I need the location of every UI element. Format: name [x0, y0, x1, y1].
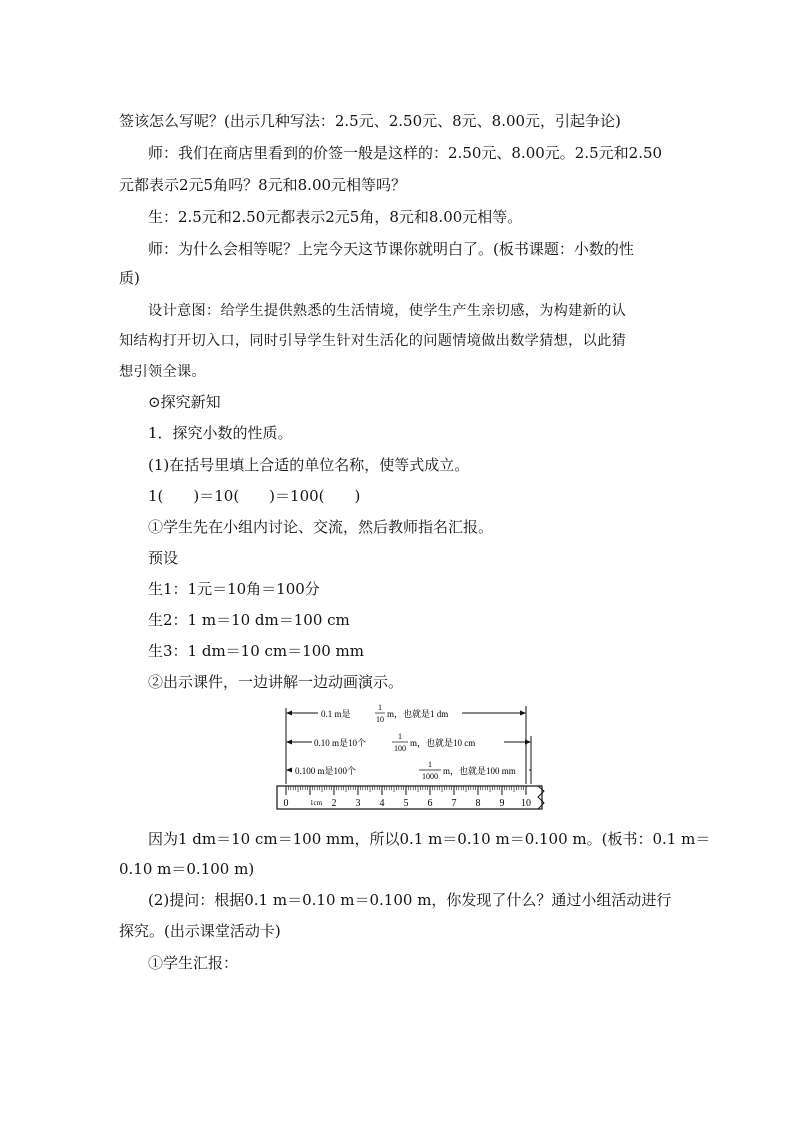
paragraph-line: 师：为什么会相等呢？上完今天这节课你就明白了。(板书课题：小数的性 [148, 240, 634, 258]
row2-numerator: 1 [398, 732, 402, 741]
ruler-label-8: 8 [475, 798, 481, 809]
ruler-label-0: 0 [283, 798, 289, 809]
ruler-label-2: 2 [331, 798, 337, 809]
ruler-label-1: 1cm [309, 799, 323, 807]
row3-numerator: 1 [428, 760, 432, 769]
paragraph-line: ①学生先在小组内讨论、交流，然后教师指名汇报。 [148, 518, 494, 536]
row1-denominator: 10 [376, 715, 384, 724]
paragraph-line: 签该怎么写呢？(出示几种写法：2.5元、2.50元、8元、8.00元，引起争论) [119, 112, 621, 130]
paragraph-line: 1．探究小数的性质。 [148, 424, 293, 442]
ruler-label-10: 10 [521, 798, 531, 809]
design-intent-line: 想引领全课。 [119, 364, 206, 380]
paragraph-line: ②出示课件，一边讲解一边动画演示。 [148, 673, 404, 691]
ruler-label-9: 9 [499, 798, 505, 809]
ruler-label-3: 3 [355, 798, 361, 809]
paragraph-line: 预设 [148, 549, 179, 567]
section-heading: ⊙探究新知 [148, 393, 221, 411]
row3-denominator: 1000 [422, 772, 438, 781]
row2-post: m，也就是10 cm [410, 738, 476, 748]
paragraph-line: 师：我们在商店里看到的价签一般是这样的：2.50元、8.00元。2.5元和2.50 [148, 144, 663, 162]
row3-pre: 0.100 m是100个 [295, 766, 357, 776]
paragraph-line: 生：2.5元和2.50元都表示2元5角，8元和8.00元相等。 [148, 208, 523, 226]
paragraph-line: ①学生汇报： [148, 954, 239, 972]
paragraph-line: 生3：1 dm＝10 cm＝100 mm [148, 642, 365, 660]
design-intent-line: 设计意图：给学生提供熟悉的生活情境，使学生产生亲切感，为构建新的认 [148, 303, 627, 319]
paragraph-line: 1( )＝10( )＝100( ) [148, 487, 361, 505]
ruler [277, 786, 544, 809]
row3-post: m，也就是100 mm [443, 766, 516, 776]
ruler-diagram [276, 702, 546, 812]
row1-pre: 0.1 m是 [321, 709, 351, 719]
paragraph-line: 生1：1元＝10角＝100分 [148, 580, 320, 598]
ruler-label-7: 7 [451, 798, 457, 809]
ruler-label-6: 6 [427, 798, 433, 809]
row2-pre: 0.10 m是10个 [314, 738, 367, 748]
row1-numerator: 1 [378, 703, 382, 712]
ruler-label-5: 5 [403, 798, 409, 809]
paragraph-line: 质) [119, 269, 140, 287]
paragraph-line: (1)在括号里填上合适的单位名称，使等式成立。 [148, 456, 470, 474]
paragraph-line: (2)提问：根据0.1 m＝0.10 m＝0.100 m，你发现了什么？通过小组活动进行 [148, 891, 672, 909]
paragraph-line: 因为1 dm＝10 cm＝100 mm，所以0.1 m＝0.10 m＝0.100 m。(板书：0.1 m＝ [148, 830, 711, 848]
row1-post: m，也就是1 dm [387, 709, 449, 719]
row2-denominator: 100 [394, 744, 406, 753]
design-intent-line: 知结构打开切入口，同时引导学生针对生活化的问题情境做出数学猜想，以此猜 [119, 333, 627, 349]
ruler-label-4: 4 [379, 798, 385, 809]
paragraph-line: 元都表示2元5角吗？8元和8.00元相等吗？ [119, 176, 407, 194]
paragraph-line: 生2：1 m＝10 dm＝100 cm [148, 611, 350, 629]
paragraph-line: 探究。(出示课堂活动卡) [119, 922, 281, 940]
paragraph-line: 0.10 m＝0.100 m) [119, 860, 255, 878]
